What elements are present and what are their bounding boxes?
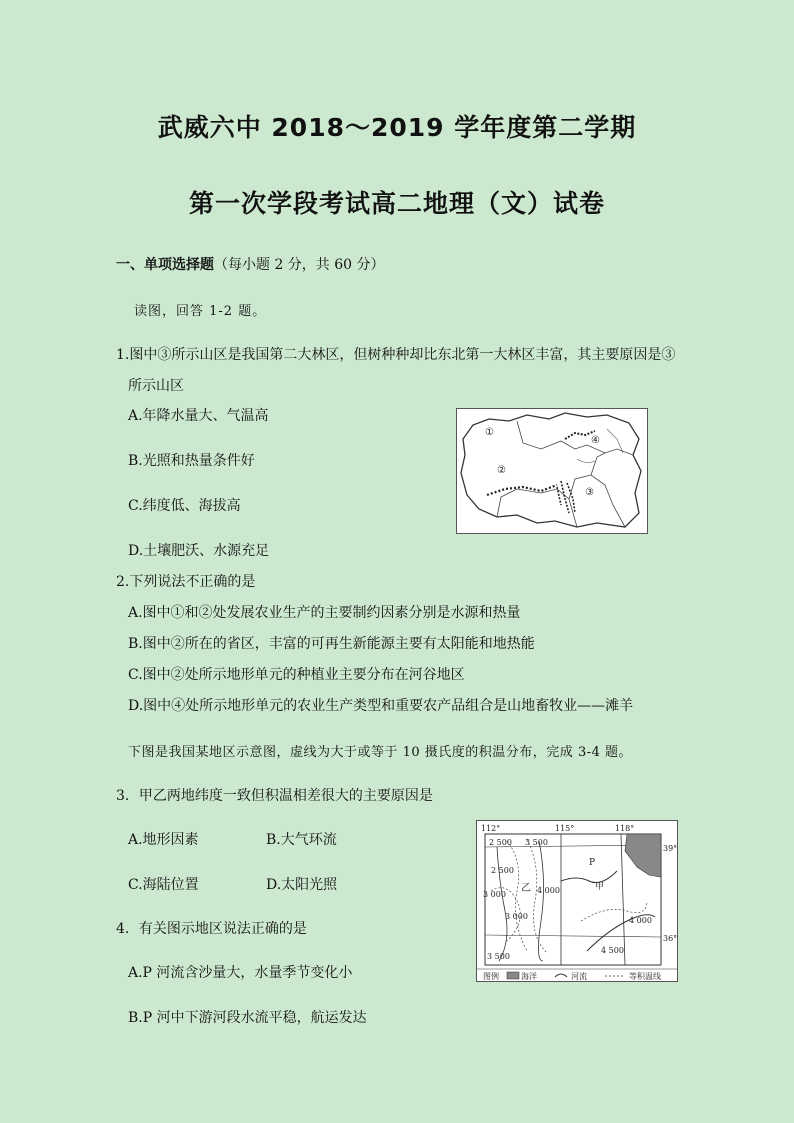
q3-option-b: B.大气环流 bbox=[266, 832, 337, 848]
section-heading bbox=[116, 254, 385, 274]
q1-option-d: D.土壤肥沃、水源充足 bbox=[128, 543, 270, 559]
isoline-label-5: 4 000 bbox=[537, 886, 560, 895]
map1-label-4: ④ bbox=[591, 435, 600, 446]
map1-label-2: ② bbox=[497, 465, 506, 476]
q4-stem: 4．有关图示地区说法正确的是 bbox=[116, 921, 307, 937]
north-china-map-svg bbox=[477, 821, 677, 981]
place-label-yi: 乙 bbox=[521, 883, 531, 894]
q4-option-a: A.P 河流含沙量大，水量季节变化小 bbox=[128, 965, 353, 981]
lat-label-39: 39° bbox=[663, 844, 677, 853]
legend-ocean-swatch bbox=[507, 972, 519, 979]
q2-stem: 2.下列说法不正确的是 bbox=[116, 574, 256, 590]
title-line-2: 第一次学段考试高二地理（文）试卷 bbox=[188, 189, 605, 218]
q3-option-d: D.太阳光照 bbox=[266, 877, 338, 893]
q1-option-b: B.光照和热量条件好 bbox=[128, 453, 255, 469]
china-west-map bbox=[456, 408, 648, 534]
q3-stem: 3．甲乙两地纬度一致但积温相差很大的主要原因是 bbox=[116, 788, 433, 804]
q1-stem-line2: 所示山区 bbox=[128, 378, 184, 394]
isoline-label-9: 4 500 bbox=[601, 946, 624, 955]
q1-stem-line1: 1.图中③所示山区是我国第二大林区，但树种种却比东北第一大林区丰富，其主要原因是③ bbox=[116, 347, 676, 363]
section-note: （每小题 2 分，共 60 分） bbox=[214, 257, 385, 273]
isoline-label-7: 3 500 bbox=[487, 952, 510, 961]
isoline-label-6: 3 000 bbox=[505, 912, 528, 921]
north-china-map bbox=[476, 820, 678, 982]
q4-option-b: B.P 河中下游河段水流平稳，航运发达 bbox=[128, 1010, 367, 1026]
group1-intro: 读图，回答 1-2 题。 bbox=[134, 304, 267, 319]
legend-isoline: 等积温线 bbox=[629, 972, 661, 981]
legend-river-symbol bbox=[555, 974, 567, 977]
map1-label-3: ③ bbox=[585, 487, 594, 498]
q1-option-c: C.纬度低、海拔高 bbox=[128, 498, 241, 514]
q3-option-a: A.地形因素 bbox=[128, 832, 199, 848]
isoline-label-1: 2 500 bbox=[489, 838, 512, 847]
isoline-label-2: 3 500 bbox=[525, 838, 548, 847]
section-title: 一、单项选择题 bbox=[116, 257, 214, 273]
lon-label-112: 112° bbox=[481, 824, 501, 833]
place-label-jia: 甲 bbox=[595, 882, 605, 892]
q2-option-a: A.图中①和②处发展农业生产的主要制约因素分别是水源和热量 bbox=[128, 605, 521, 621]
legend-river: 河流 bbox=[571, 972, 587, 981]
q2-option-c: C.图中②处所示地形单元的种植业主要分布在河谷地区 bbox=[128, 667, 465, 683]
lat-label-36: 36° bbox=[663, 934, 677, 943]
lon-label-115: 115° bbox=[555, 824, 575, 833]
q1-option-a: A.年降水量大、气温高 bbox=[128, 408, 269, 424]
place-label-p: P bbox=[589, 858, 596, 868]
group2-intro: 下图是我国某地区示意图，虚线为大于或等于 10 摄氏度的积温分布，完成 3-4 题。 bbox=[128, 745, 633, 760]
china-west-map-svg bbox=[457, 409, 647, 533]
map1-label-1: ① bbox=[485, 427, 494, 438]
title-line-1: 武威六中 2018～2019 学年度第二学期 bbox=[157, 113, 637, 142]
q3-option-c: C.海陆位置 bbox=[128, 877, 199, 893]
isoline-label-8: 4 000 bbox=[629, 916, 652, 925]
legend-title: 图例 bbox=[483, 972, 499, 981]
lon-label-118: 118° bbox=[615, 824, 635, 833]
isoline-label-4: 3 000 bbox=[483, 890, 506, 899]
q2-option-d: D.图中④处所示地形单元的农业生产类型和重要农产品组合是山地畜牧业——滩羊 bbox=[128, 698, 634, 714]
isoline-label-3: 2 500 bbox=[491, 866, 514, 875]
legend-ocean: 海洋 bbox=[521, 972, 537, 981]
q2-option-b: B.图中②所在的省区，丰富的可再生新能源主要有太阳能和地热能 bbox=[128, 636, 535, 652]
